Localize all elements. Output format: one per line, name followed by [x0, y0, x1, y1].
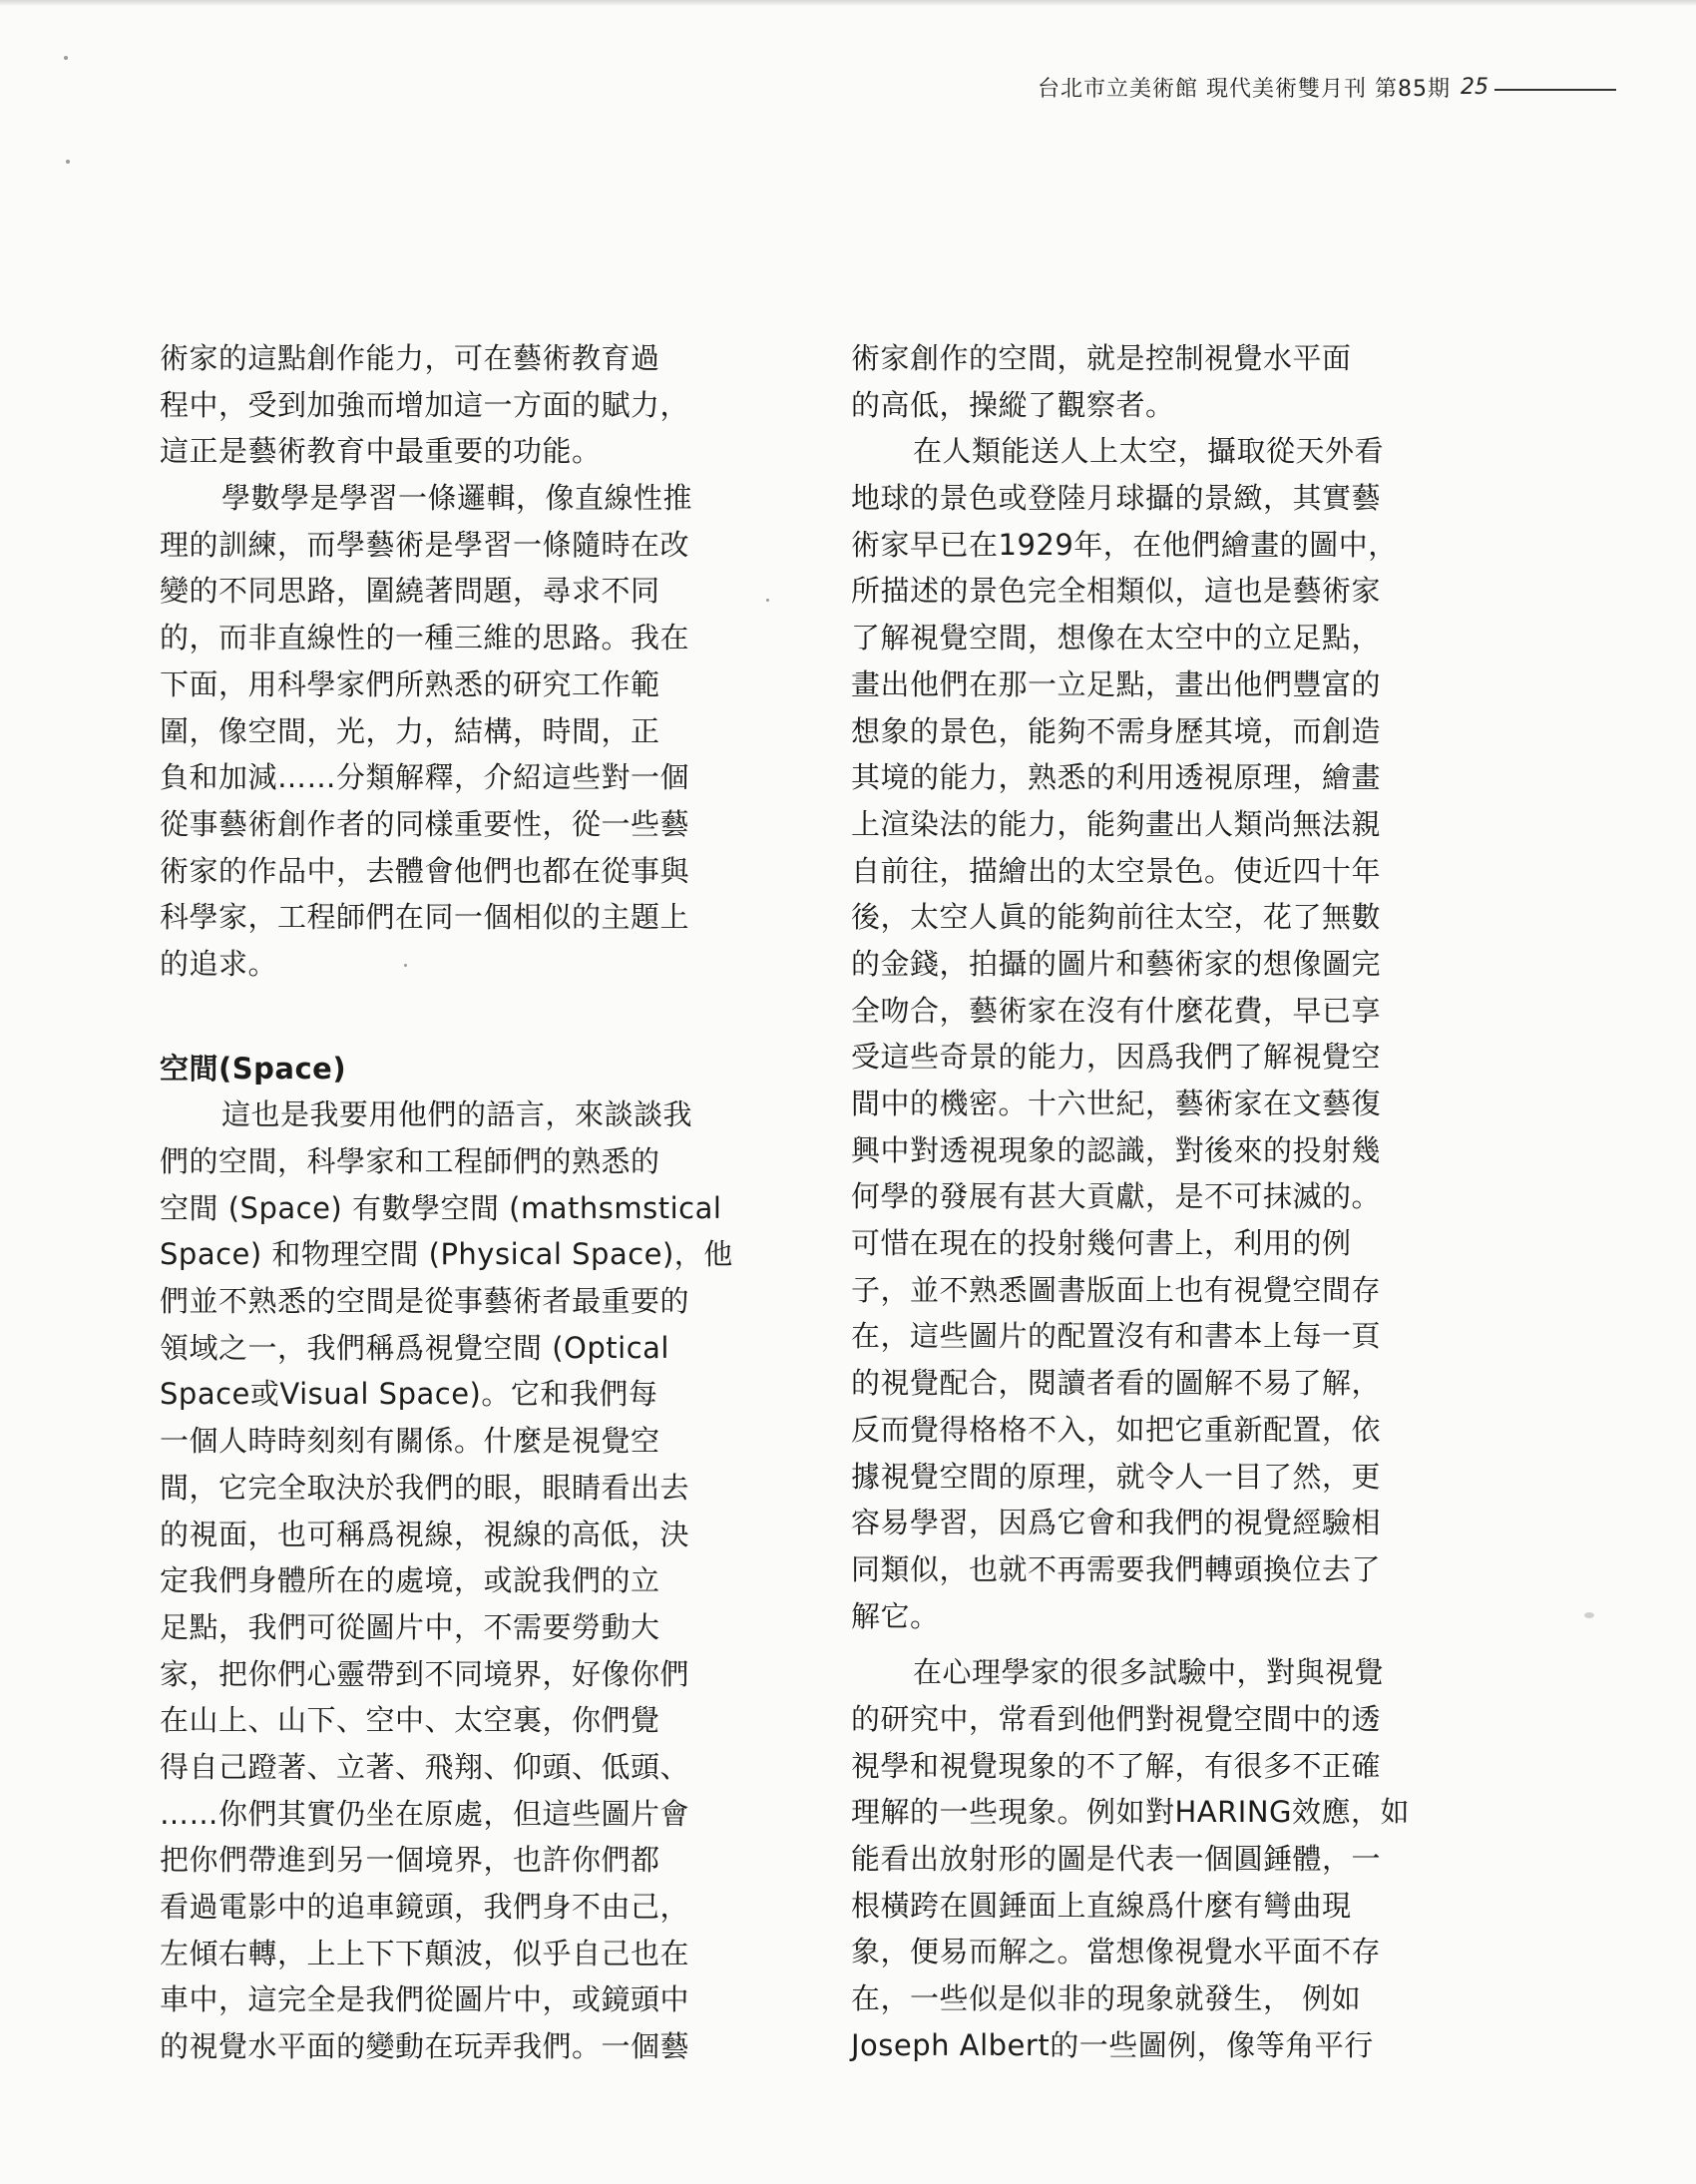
header-rule [1494, 89, 1616, 91]
text-line: 得自己蹬著、立著、飛翔、仰頭、低頭、 [160, 1749, 690, 1784]
text-line: 自前往，描繪出的太空景色。使近四十年 [851, 853, 1382, 888]
text-line: Space或Visual Space)。它和我們每 [160, 1377, 658, 1412]
paragraph-3 [851, 1649, 1450, 2068]
text-line: 領域之一，我們稱爲視覺空間 (Optical [160, 1330, 669, 1365]
text-line: 變的不同思路，圍繞著問題，尋求不同 [160, 574, 660, 609]
text-line: 的追求。 [160, 946, 278, 981]
text-line: 畫出他們在那一立足點，畫出他們豐富的 [851, 666, 1382, 701]
paragraph-1 [160, 335, 758, 475]
text-line: 在山上、山下、空中、太空裏，你們覺 [160, 1703, 660, 1738]
text-line: 能看出放射形的圖是代表一個圓錘體，一 [851, 1842, 1382, 1876]
text-line: Space) 和物理空間 (Physical Space)，他 [160, 1237, 733, 1272]
text-line: 何學的發展有甚大貢獻，是不可抹滅的。 [851, 1179, 1382, 1214]
text-line: 據視覺空間的原理，就令人一目了然，更 [851, 1459, 1382, 1494]
text-line: 在，這些圖片的配置沒有和書本上每一頁 [851, 1319, 1382, 1354]
text-line: 其境的能力，熟悉的利用透視原理，繪畫 [851, 760, 1382, 795]
text-line: 定我們身體所在的處境，或說我們的立 [160, 1563, 660, 1598]
text-line: Joseph Albert的一些圖例，像等角平行 [851, 2027, 1374, 2062]
text-line: 的研究中，常看到他們對視覺空間中的透 [851, 1701, 1382, 1736]
scan-speck [1584, 1612, 1594, 1618]
scan-speck [766, 599, 769, 602]
text-line: 負和加減……分類解釋，介紹這些對一個 [160, 760, 690, 795]
page-number: 25 [1460, 74, 1488, 100]
section-heading-space: 空間(Space) [160, 1051, 347, 1086]
right-column [851, 335, 1450, 2068]
text-line: 在，一些似是似非的現象就發生， 例如 [851, 1981, 1362, 2016]
text-line: 們的空間，科學家和工程師們的熟悉的 [160, 1144, 660, 1178]
text-line: 興中對透視現象的認識，對後來的投射幾 [851, 1132, 1382, 1167]
text-line: 術家的這點創作能力，可在藝術教育過 [160, 341, 660, 375]
text-line: 車中，這完全是我們從圖片中，或鏡頭中 [160, 1982, 690, 2017]
text-line: 下面，用科學家們所熟悉的研究工作範 [160, 666, 660, 701]
text-line: 在人類能送人上太空，攝取從天外看 [913, 434, 1385, 469]
text-line: 在心理學家的很多試驗中，對與視覺 [913, 1655, 1385, 1690]
text-line: 視學和視覺現象的不了解，有很多不正確 [851, 1748, 1382, 1783]
scan-edge [0, 0, 1696, 6]
text-line: 空間 (Space) 有數學空間 (mathsmstical [160, 1190, 722, 1225]
text-line: 家，把你們心靈帶到不同境界，好像你們 [160, 1656, 690, 1691]
text-line: 可惜在現在的投射幾何書上，利用的例 [851, 1226, 1352, 1261]
text-line: 地球的景色或登陸月球攝的景緻，其實藝 [851, 481, 1382, 516]
text-line: 術家的作品中，去體會他們也都在從事與 [160, 853, 690, 888]
text-line: 的視覺水平面的變動在玩弄我們。一個藝 [160, 2029, 690, 2064]
text-line: 這正是藝術教育中最重要的功能。 [160, 434, 602, 469]
paragraph-1 [851, 335, 1450, 428]
text-line: 後，太空人眞的能夠前往太空，花了無數 [851, 900, 1382, 935]
text-line: 左傾右轉，上上下下顛波，似乎自己也在 [160, 1936, 690, 1970]
text-line: 解它。 [851, 1598, 940, 1633]
paragraph-2 [851, 428, 1450, 1639]
text-line: 上渲染法的能力，能夠畫出人類尚無法親 [851, 806, 1382, 841]
text-line: 根橫跨在圓錘面上直線爲什麼有彎曲現 [851, 1888, 1352, 1923]
text-line: 的視面，也可稱爲視線，視線的高低，決 [160, 1517, 690, 1551]
paragraph-gap [160, 988, 758, 1046]
scan-speck [66, 160, 70, 164]
text-line: ……你們其實仍坐在原處，但這些圖片會 [160, 1796, 690, 1831]
text-line: 的高低，操縱了觀察者。 [851, 387, 1175, 422]
text-line: 的，而非直線性的一種三維的思路。我在 [160, 621, 690, 655]
text-line: 科學家，工程師們在同一個相似的主題上 [160, 900, 690, 935]
text-line: 子，並不熟悉圖書版面上也有視覺空間存 [851, 1272, 1382, 1307]
text-line: 這也是我要用他們的語言，來談談我 [221, 1097, 693, 1132]
left-column [160, 335, 758, 2070]
running-head-title: 台北市立美術館 現代美術雙月刊 第85期 [1038, 76, 1451, 102]
text-line: 全吻合，藝術家在沒有什麼花費，早已享 [851, 993, 1382, 1028]
text-line: 間，它完全取決於我們的眼，眼睛看出去 [160, 1470, 690, 1505]
text-line: 術家創作的空間，就是控制視覺水平面 [851, 341, 1352, 375]
text-line: 同類似，也就不再需要我們轉頭換位去了 [851, 1551, 1382, 1586]
text-line: 反而覺得格格不入，如把它重新配置，依 [851, 1412, 1382, 1447]
scan-speck [64, 56, 68, 60]
text-line: 從事藝術創作者的同樣重要性，從一些藝 [160, 806, 690, 841]
text-line: 看過電影中的追車鏡頭，我們身不由己， [160, 1890, 690, 1924]
text-line: 理的訓練，而學藝術是學習一條隨時在改 [160, 527, 690, 562]
text-line: 了解視覺空間，想像在太空中的立足點， [851, 621, 1382, 655]
text-line: 理解的一些現象。例如對HARING效應，如 [851, 1795, 1411, 1830]
paragraph-3 [160, 1092, 758, 2069]
text-line: 程中，受到加強而增加這一方面的賦力， [160, 387, 690, 422]
text-line: 圍，像空間，光，力，結構，時間，正 [160, 713, 660, 748]
text-line: 受這些奇景的能力，因爲我們了解視覺空 [851, 1040, 1382, 1075]
text-line: 術家早已在1929年，在他們繪畫的圖中， [851, 527, 1398, 562]
text-line: 所描述的景色完全相類似，這也是藝術家 [851, 574, 1382, 609]
text-line: 把你們帶進到另一個境界，也許你們都 [160, 1843, 660, 1878]
text-line: 想象的景色，能夠不需身歷其境，而創造 [851, 713, 1382, 748]
text-line: 容易學習，因爲它會和我們的視覺經驗相 [851, 1506, 1382, 1540]
text-line: 的金錢，拍攝的圖片和藝術家的想像圖完 [851, 946, 1382, 981]
text-line: 足點，我們可從圖片中，不需要勞動大 [160, 1609, 660, 1644]
text-line: 的視覺配合，閱讀者看的圖解不易了解， [851, 1366, 1382, 1401]
paragraph-2 [160, 475, 758, 988]
text-line: 們並不熟悉的空間是從事藝術者最重要的 [160, 1284, 690, 1319]
text-line: 一個人時時刻刻有關係。什麼是視覺空 [160, 1424, 660, 1459]
text-line: 象，便易而解之。當想像視覺水平面不存 [851, 1935, 1382, 1969]
running-header [1038, 72, 1616, 102]
text-line: 學數學是學習一條邏輯，像直線性推 [221, 481, 693, 516]
text-line: 間中的機密。十六世紀，藝術家在文藝復 [851, 1087, 1382, 1120]
